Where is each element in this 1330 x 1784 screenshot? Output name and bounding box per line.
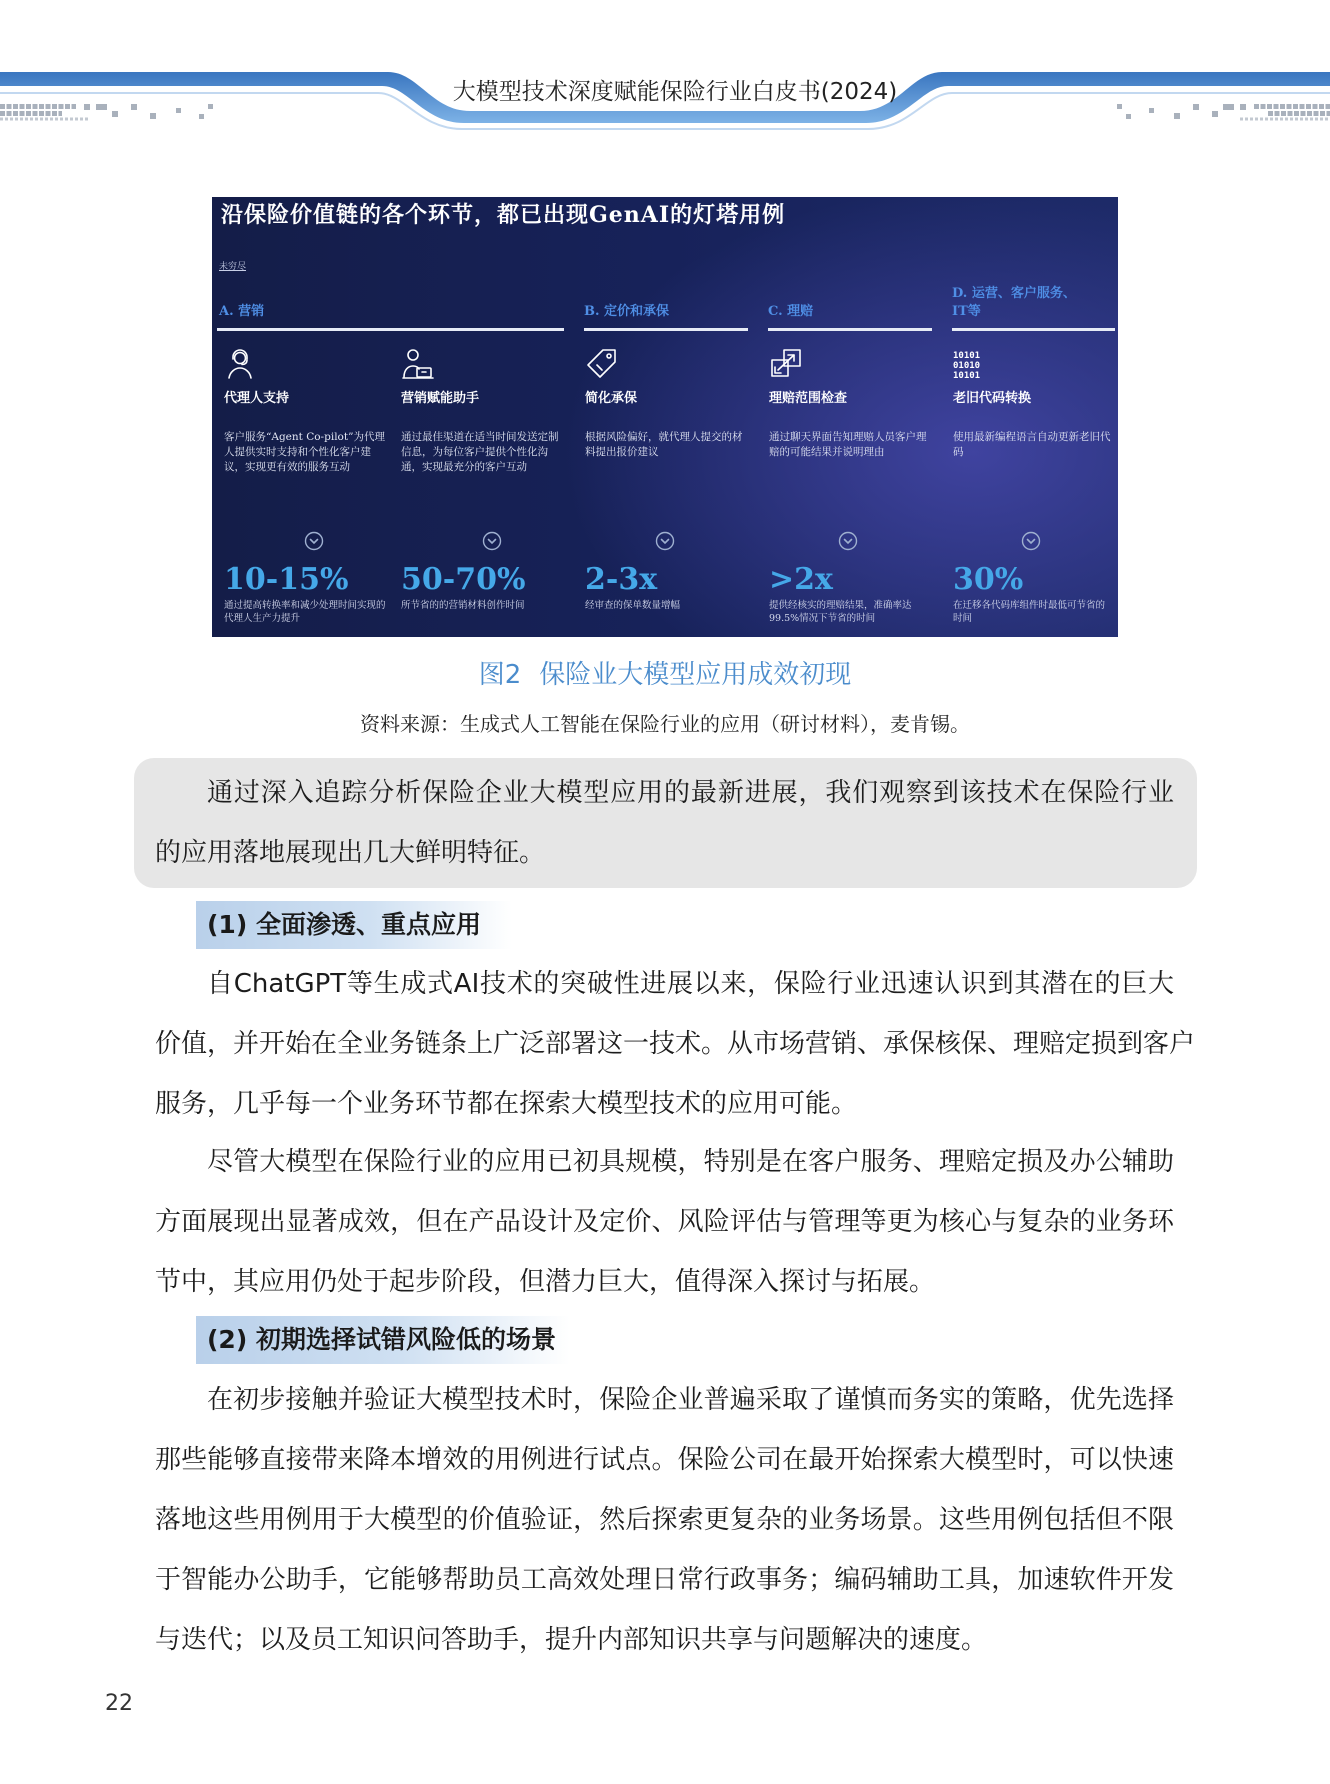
expand-arrows-icon [769, 347, 803, 379]
figure-genai-use-cases [212, 197, 1118, 637]
paragraph [155, 1132, 1174, 1312]
figure-title: 沿保险价值链的各个环节，都已出现GenAI的灯塔用例 [221, 202, 786, 228]
use-case-description: 根据风险偏好，就代理人提交的材料提出报价建议 [585, 431, 743, 458]
text-line: 方面展现出显著成效，但在产品设计及定价、风险评估与管理等更为核心与复杂的业务环 [155, 1207, 1174, 1237]
text-line: 节中，其应用仍处于起步阶段，但潜力巨大，值得深入探讨与拓展。 [155, 1267, 936, 1297]
use-case-description: 通过聊天界面告知理赔人员客户理赔的可能结果并说明理由 [769, 431, 927, 458]
section-heading-1 [196, 901, 512, 949]
use-case-impact-value: 30% [953, 562, 1024, 597]
intro-paragraph [155, 763, 1174, 883]
use-case-impact-note: 所节省的的营销材料创作时间 [401, 600, 525, 611]
use-case-title: 理赔范围检查 [769, 391, 848, 406]
text-line: 落地这些用例用于大模型的价值验证，然后探索更复杂的业务场景。这些用例包括但不限 [155, 1505, 1174, 1535]
figure-caption-title: 保险业大模型应用成效初现 [539, 660, 852, 690]
use-case-title: 代理人支持 [224, 391, 290, 406]
text-line: 自ChatGPT等生成式AI技术的突破性进展以来，保险行业迅速认识到其潜在的巨大 [207, 969, 1174, 999]
binary-code-icon [953, 347, 987, 383]
agent-headset-icon [224, 347, 258, 379]
section-label: IT等 [952, 304, 981, 319]
use-case-impact-value: 50-70% [401, 562, 526, 597]
section-heading-text: (1) 全面渗透、重点应用 [207, 910, 481, 939]
text-line: 那些能够直接带来降本增效的用例进行试点。保险公司在最开始探索大模型时，可以快速 [155, 1445, 1174, 1475]
use-case-impact-note: 经审查的保单数量增幅 [585, 600, 681, 611]
use-case-description: 通过最佳渠道在适当时间发送定制信息，为每位客户提供个性化沟通，实现最充分的客户互动 [401, 431, 559, 473]
use-case-impact-value: >2x [769, 562, 833, 597]
section-label: D. 运营、客户服务、 [952, 286, 1076, 301]
running-header-title: 大模型技术深度赋能保险行业白皮书(2024) [452, 79, 898, 105]
use-case-item [953, 197, 1113, 637]
section-label: C. 理赔 [768, 304, 814, 319]
text-line: 通过深入追踪分析保险企业大模型应用的最新进展，我们观察到该技术在保险行业 [207, 778, 1174, 808]
text-line: 尽管大模型在保险行业的应用已初具规模，特别是在客户服务、理赔定损及办公辅助 [207, 1147, 1174, 1177]
header-band [0, 0, 1330, 135]
use-case-impact-value: 2-3x [585, 562, 658, 597]
use-case-item [401, 197, 566, 637]
text-line: 的应用落地展现出几大鲜明特征。 [155, 838, 546, 868]
chevron-down-circle-icon [482, 531, 502, 551]
header-pixel-decoration-left [0, 104, 213, 119]
use-case-impact-value: 10-15% [224, 562, 349, 597]
use-case-title: 营销赋能助手 [401, 391, 480, 406]
use-case-impact-note: 在迁移各代码库组件时最低可节省的时间 [953, 600, 1106, 624]
chevron-down-circle-icon [304, 531, 324, 551]
use-case-title: 简化承保 [585, 391, 638, 406]
figure-caption [0, 659, 1330, 691]
use-case-description: 使用最新编程语言自动更新老旧代码 [953, 431, 1111, 458]
price-tag-icon [585, 347, 619, 379]
use-case-title: 老旧代码转换 [953, 391, 1032, 406]
paragraph [155, 954, 1196, 1134]
section-label: A. 营销 [219, 304, 265, 319]
text-line: 价值，并开始在全业务链条上广泛部署这一技术。从市场营销、承保核保、理赔定损到客户 [155, 1029, 1196, 1059]
code-icon-line: 10101 [953, 351, 981, 361]
use-case-item [769, 197, 931, 637]
section-heading-2 [196, 1316, 570, 1364]
chevron-down-circle-icon [1021, 531, 1041, 551]
text-line: 于智能办公助手，它能够帮助员工高效处理日常行政事务；编码辅助工具，加速软件开发 [155, 1565, 1174, 1595]
chevron-down-circle-icon [838, 531, 858, 551]
header-pixel-decoration-right [1117, 104, 1330, 119]
page-number: 22 [105, 1691, 133, 1716]
text-line: 服务，几乎每一个业务环节都在探索大模型技术的应用可能。 [155, 1089, 858, 1119]
use-case-impact-note: 提供经核实的理赔结果，准确率达99.5%情况下节省的时间 [769, 600, 912, 624]
chevron-down-circle-icon [655, 531, 675, 551]
figure-note: 未穷尽 [219, 262, 247, 272]
use-case-item [585, 197, 745, 637]
text-line: 与迭代；以及员工知识问答助手，提升内部知识共享与问题解决的速度。 [155, 1625, 988, 1655]
figure-source: 资料来源：生成式人工智能在保险行业的应用（研讨材料），麦肯锡。 [360, 712, 970, 736]
use-case-impact-note: 通过提高转换率和减少处理时间实现的代理人生产力提升 [224, 600, 386, 624]
code-icon-line: 01010 [953, 361, 981, 371]
use-case-item [224, 197, 389, 637]
section-heading-text: (2) 初期选择试错风险低的场景 [207, 1325, 556, 1354]
text-line: 在初步接触并验证大模型技术时，保险企业普遍采取了谨慎而务实的策略，优先选择 [207, 1385, 1174, 1415]
marketing-assistant-icon [401, 347, 435, 379]
section-label: B. 定价和承保 [584, 304, 670, 319]
code-icon-line: 10101 [953, 371, 981, 381]
paragraph [155, 1370, 1174, 1670]
figure-label: 图2 [478, 660, 522, 690]
use-case-description: 客户服务“Agent Co-pilot”为代理人提供实时支持和个性化客户建议，实现更有效的服务互动 [224, 431, 385, 473]
